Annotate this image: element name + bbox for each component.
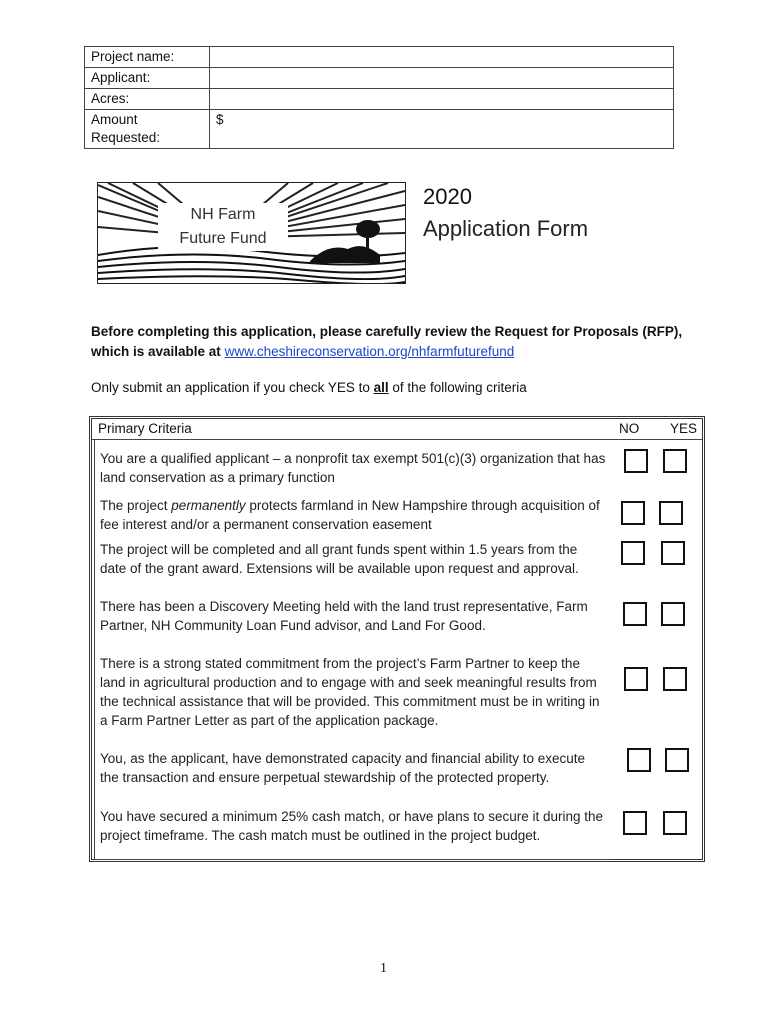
criterion-5-yes-checkbox[interactable] — [663, 667, 687, 691]
criterion-7-yes-checkbox[interactable] — [663, 811, 687, 835]
criterion-emphasis: permanently — [171, 498, 246, 513]
criterion-text: You have secured a minimum 25% cash match, or have plans to secure it during the project timeframe. The cash match must be outlined in the project budget. — [100, 809, 604, 843]
logo-line-2: Future Fund — [179, 230, 267, 247]
criterion-text: The project — [100, 498, 172, 513]
criterion-financial-capacity — [100, 749, 606, 787]
only-submit-after: of the following criteria — [388, 380, 527, 395]
criterion-6-no-checkbox[interactable] — [627, 748, 651, 772]
divider — [94, 439, 95, 859]
acres-field[interactable] — [210, 89, 674, 110]
applicant-field[interactable] — [210, 68, 674, 89]
logo-text — [158, 203, 288, 251]
criterion-text: You are a qualified applicant – a nonprofit tax exempt 501(c)(3) organization that has land conservation as a primary function — [100, 451, 606, 485]
instructions-text: Before completing this application, please carefully review the Request for Proposals (RFP), which is available at — [91, 324, 683, 359]
criterion-4-no-checkbox[interactable] — [623, 602, 647, 626]
criteria-title: Primary Criteria — [98, 421, 192, 436]
yes-column-header: YES — [670, 421, 698, 436]
criterion-1-no-checkbox[interactable] — [624, 449, 648, 473]
form-year: 2020 — [423, 184, 472, 209]
submit-instructions — [91, 380, 527, 395]
criterion-text: There is a strong stated commitment from the project’s Farm Partner to keep the land in agricultural production and to engage with and seek meaningful results from the technical assistance that will be provided. This commitment must be in writing in a Farm Partner Letter as part of the application package. — [100, 656, 600, 728]
logo-line-1: NH Farm — [190, 206, 256, 223]
criterion-text: You, as the applicant, have demonstrated capacity and financial ability to execute the transaction and ensure perpetual stewardship of the protected property. — [100, 751, 586, 785]
criterion-text: There has been a Discovery Meeting held with the land trust representative, Farm Partner, NH Community Loan Fund advisor, and Land For Good. — [100, 599, 588, 633]
criterion-2-no-checkbox[interactable] — [621, 501, 645, 525]
criterion-6-yes-checkbox[interactable] — [665, 748, 689, 772]
table-row — [85, 47, 674, 68]
criterion-qualified-applicant — [100, 449, 606, 487]
project-info-table — [84, 46, 674, 149]
primary-criteria-box — [89, 416, 705, 862]
criteria-header — [92, 419, 702, 440]
only-submit-emphasis: all — [373, 380, 389, 395]
table-row — [85, 89, 674, 110]
table-row — [85, 110, 674, 149]
rfp-link[interactable]: www.cheshireconservation.org/nhfarmfuturefund — [224, 344, 515, 359]
project-name-label: Project name: — [85, 47, 210, 68]
criterion-farm-partner-commitment — [100, 654, 606, 730]
instructions — [91, 322, 691, 362]
acres-label: Acres: — [85, 89, 210, 110]
amount-requested-label: Amount Requested: — [85, 110, 210, 149]
criterion-completion-timeline — [100, 540, 606, 578]
nh-farm-future-fund-logo — [97, 182, 406, 284]
applicant-label: Applicant: — [85, 68, 210, 89]
page-number: 1 — [380, 961, 387, 976]
divider — [94, 859, 614, 860]
criterion-5-no-checkbox[interactable] — [624, 667, 648, 691]
criterion-7-no-checkbox[interactable] — [623, 811, 647, 835]
criterion-permanent-protection — [100, 496, 606, 534]
criterion-text: protects farmland in New Hampshire through acquisition of fee interest and/or a permanent conservation easement — [100, 498, 600, 532]
form-title: Application Form — [423, 216, 589, 241]
criterion-4-yes-checkbox[interactable] — [661, 602, 685, 626]
no-column-header: NO — [619, 421, 640, 436]
criterion-cash-match — [100, 807, 606, 845]
amount-requested-field[interactable]: $ — [210, 110, 674, 149]
table-row — [85, 68, 674, 89]
criterion-2-yes-checkbox[interactable] — [659, 501, 683, 525]
criterion-3-no-checkbox[interactable] — [621, 541, 645, 565]
criterion-3-yes-checkbox[interactable] — [661, 541, 685, 565]
criterion-1-yes-checkbox[interactable] — [663, 449, 687, 473]
only-submit-before: Only submit an application if you check YES to — [91, 380, 374, 395]
criterion-discovery-meeting — [100, 597, 606, 635]
project-name-field[interactable] — [210, 47, 674, 68]
criterion-text: The project will be completed and all grant funds spent within 1.5 years from the date of the grant award. Extensions will be available upon request and approval. — [100, 542, 579, 576]
